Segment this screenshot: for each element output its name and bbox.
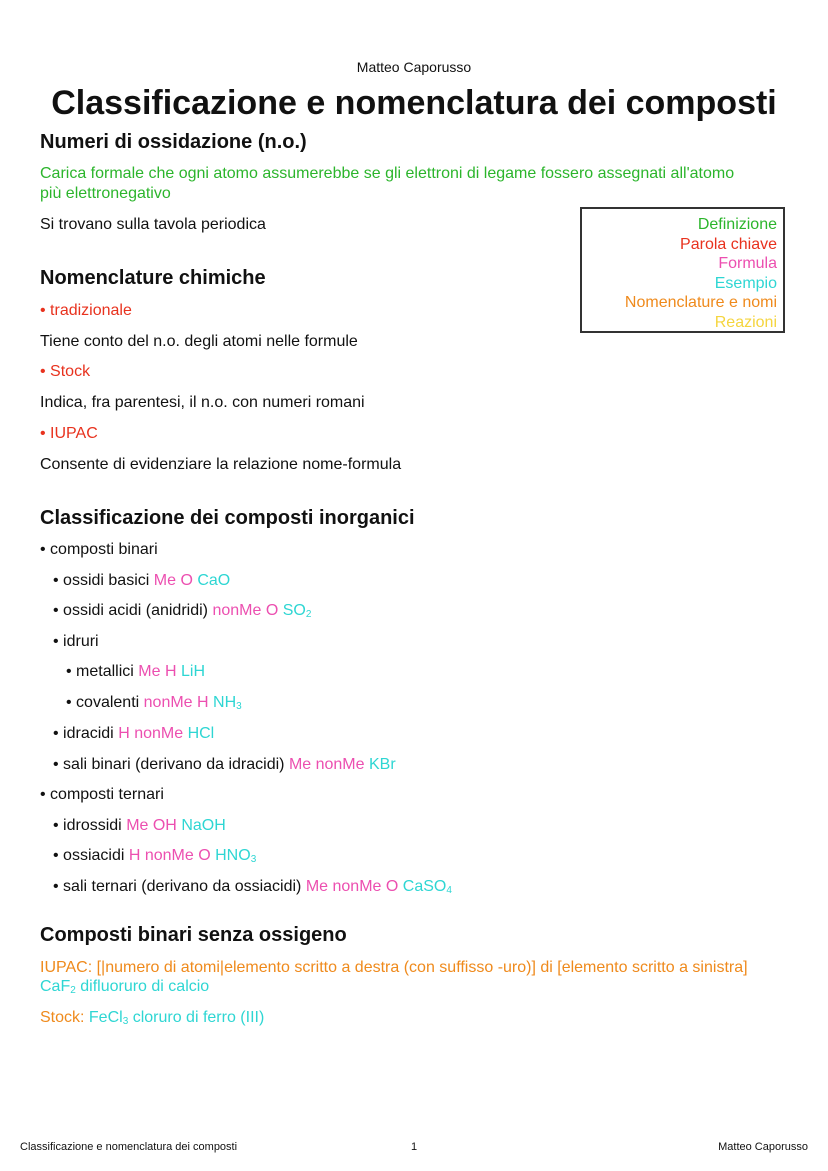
example: NaOH (181, 817, 226, 834)
formula: nonMe H (143, 694, 209, 711)
formula: Me nonMe (288, 756, 365, 773)
example: $SO_2$ (282, 602, 312, 620)
list-item: • covalenti nonMe H $NH_3$ (66, 694, 242, 712)
author: Matteo Caporusso (356, 59, 472, 75)
example-line: CaF$_2$ difluoruro di calcio (40, 978, 210, 996)
page-title: Classificazione e nomenclatura dei composti (51, 84, 777, 122)
example: CaO (197, 572, 231, 589)
list-item: • composti ternari (40, 786, 164, 803)
formula: Me OH (126, 817, 177, 834)
example: HCl (187, 725, 215, 742)
example: $HNO_3$ (215, 847, 257, 865)
heading-numeri-ossidazione: Numeri di ossidazione (n.o.) (40, 131, 307, 153)
heading-composti-binari: Composti binari senza ossigeno (40, 924, 347, 946)
list-item: • idrossidi Me OH NaOH (53, 817, 226, 834)
example: KBr (368, 756, 396, 773)
nomenclature-desc: Indica, fra parentesi, il n.o. con numeri romani (40, 394, 365, 411)
list-item: • ossidi acidi (anidridi) nonMe O $SO_2$ (53, 602, 312, 620)
page-number: 1 (411, 1141, 418, 1153)
stock-line: Stock: FeCl$_3$ cloruro di ferro (III) (40, 1009, 265, 1027)
legend-parola-chiave: Parola chiave (680, 235, 777, 253)
list-item: • sali binari (derivano da idracidi) Me nonMe KBr (53, 756, 396, 773)
example: $NH_3$ (213, 694, 242, 712)
nomenclature-desc: Tiene conto del n.o. degli atomi nelle formule (40, 333, 358, 350)
legend-reazioni: Reazioni (714, 313, 777, 331)
footer-title: Classificazione e nomenclatura dei composti (20, 1141, 238, 1153)
list-item: • ossiacidi H nonMe O $HNO_3$ (53, 847, 257, 865)
nomenclature-key: • IUPAC (40, 425, 98, 442)
formula: Me H (138, 663, 177, 680)
color-legend (580, 207, 785, 333)
definition-line: più elettronegativo (40, 185, 171, 202)
heading-classificazione: Classificazione dei composti inorganici (40, 507, 415, 529)
list-item: • metallici Me H LiH (66, 663, 205, 680)
nomenclature-desc: Consente di evidenziare la relazione nome-formula (40, 456, 402, 473)
definition-line: Carica formale che ogni atomo assumerebbe se gli elettroni di legame fossero assegnati all'atomo (40, 165, 735, 182)
iupac-rule: IUPAC: [|numero di atomi|elemento scritto a destra (con suffisso -uro)] di [elemento scritto a sinistra] (40, 959, 748, 976)
heading-nomenclature: Nomenclature chimiche (40, 267, 266, 289)
list-item: • sali ternari (derivano da ossiacidi) Me nonMe O CaSO$_4$ (53, 878, 452, 896)
nomenclature-key: • Stock (40, 363, 91, 380)
formula: Me O (153, 572, 193, 589)
legend-nomenclature: Nomenclature e nomi (624, 294, 777, 311)
legend-esempio: Esempio (714, 274, 777, 292)
legend-definizione: Definizione (697, 216, 777, 233)
list-item: • ossidi basici Me O CaO (53, 572, 231, 589)
list-item: • composti binari (40, 541, 158, 558)
footer-author: Matteo Caporusso (718, 1141, 808, 1153)
formula: nonMe O (212, 602, 279, 619)
formula: H nonMe O (128, 847, 211, 864)
example: LiH (180, 663, 205, 680)
formula: H nonMe (118, 725, 184, 742)
nomenclature-key: • tradizionale (40, 302, 132, 319)
example: CaSO$_4$ (402, 878, 452, 896)
list-item: • idruri (53, 633, 99, 650)
formula: Me nonMe O (305, 878, 399, 895)
legend-formula: Formula (718, 255, 777, 272)
text-line: Si trovano sulla tavola periodica (40, 216, 266, 233)
list-item: • idracidi H nonMe HCl (53, 725, 215, 742)
